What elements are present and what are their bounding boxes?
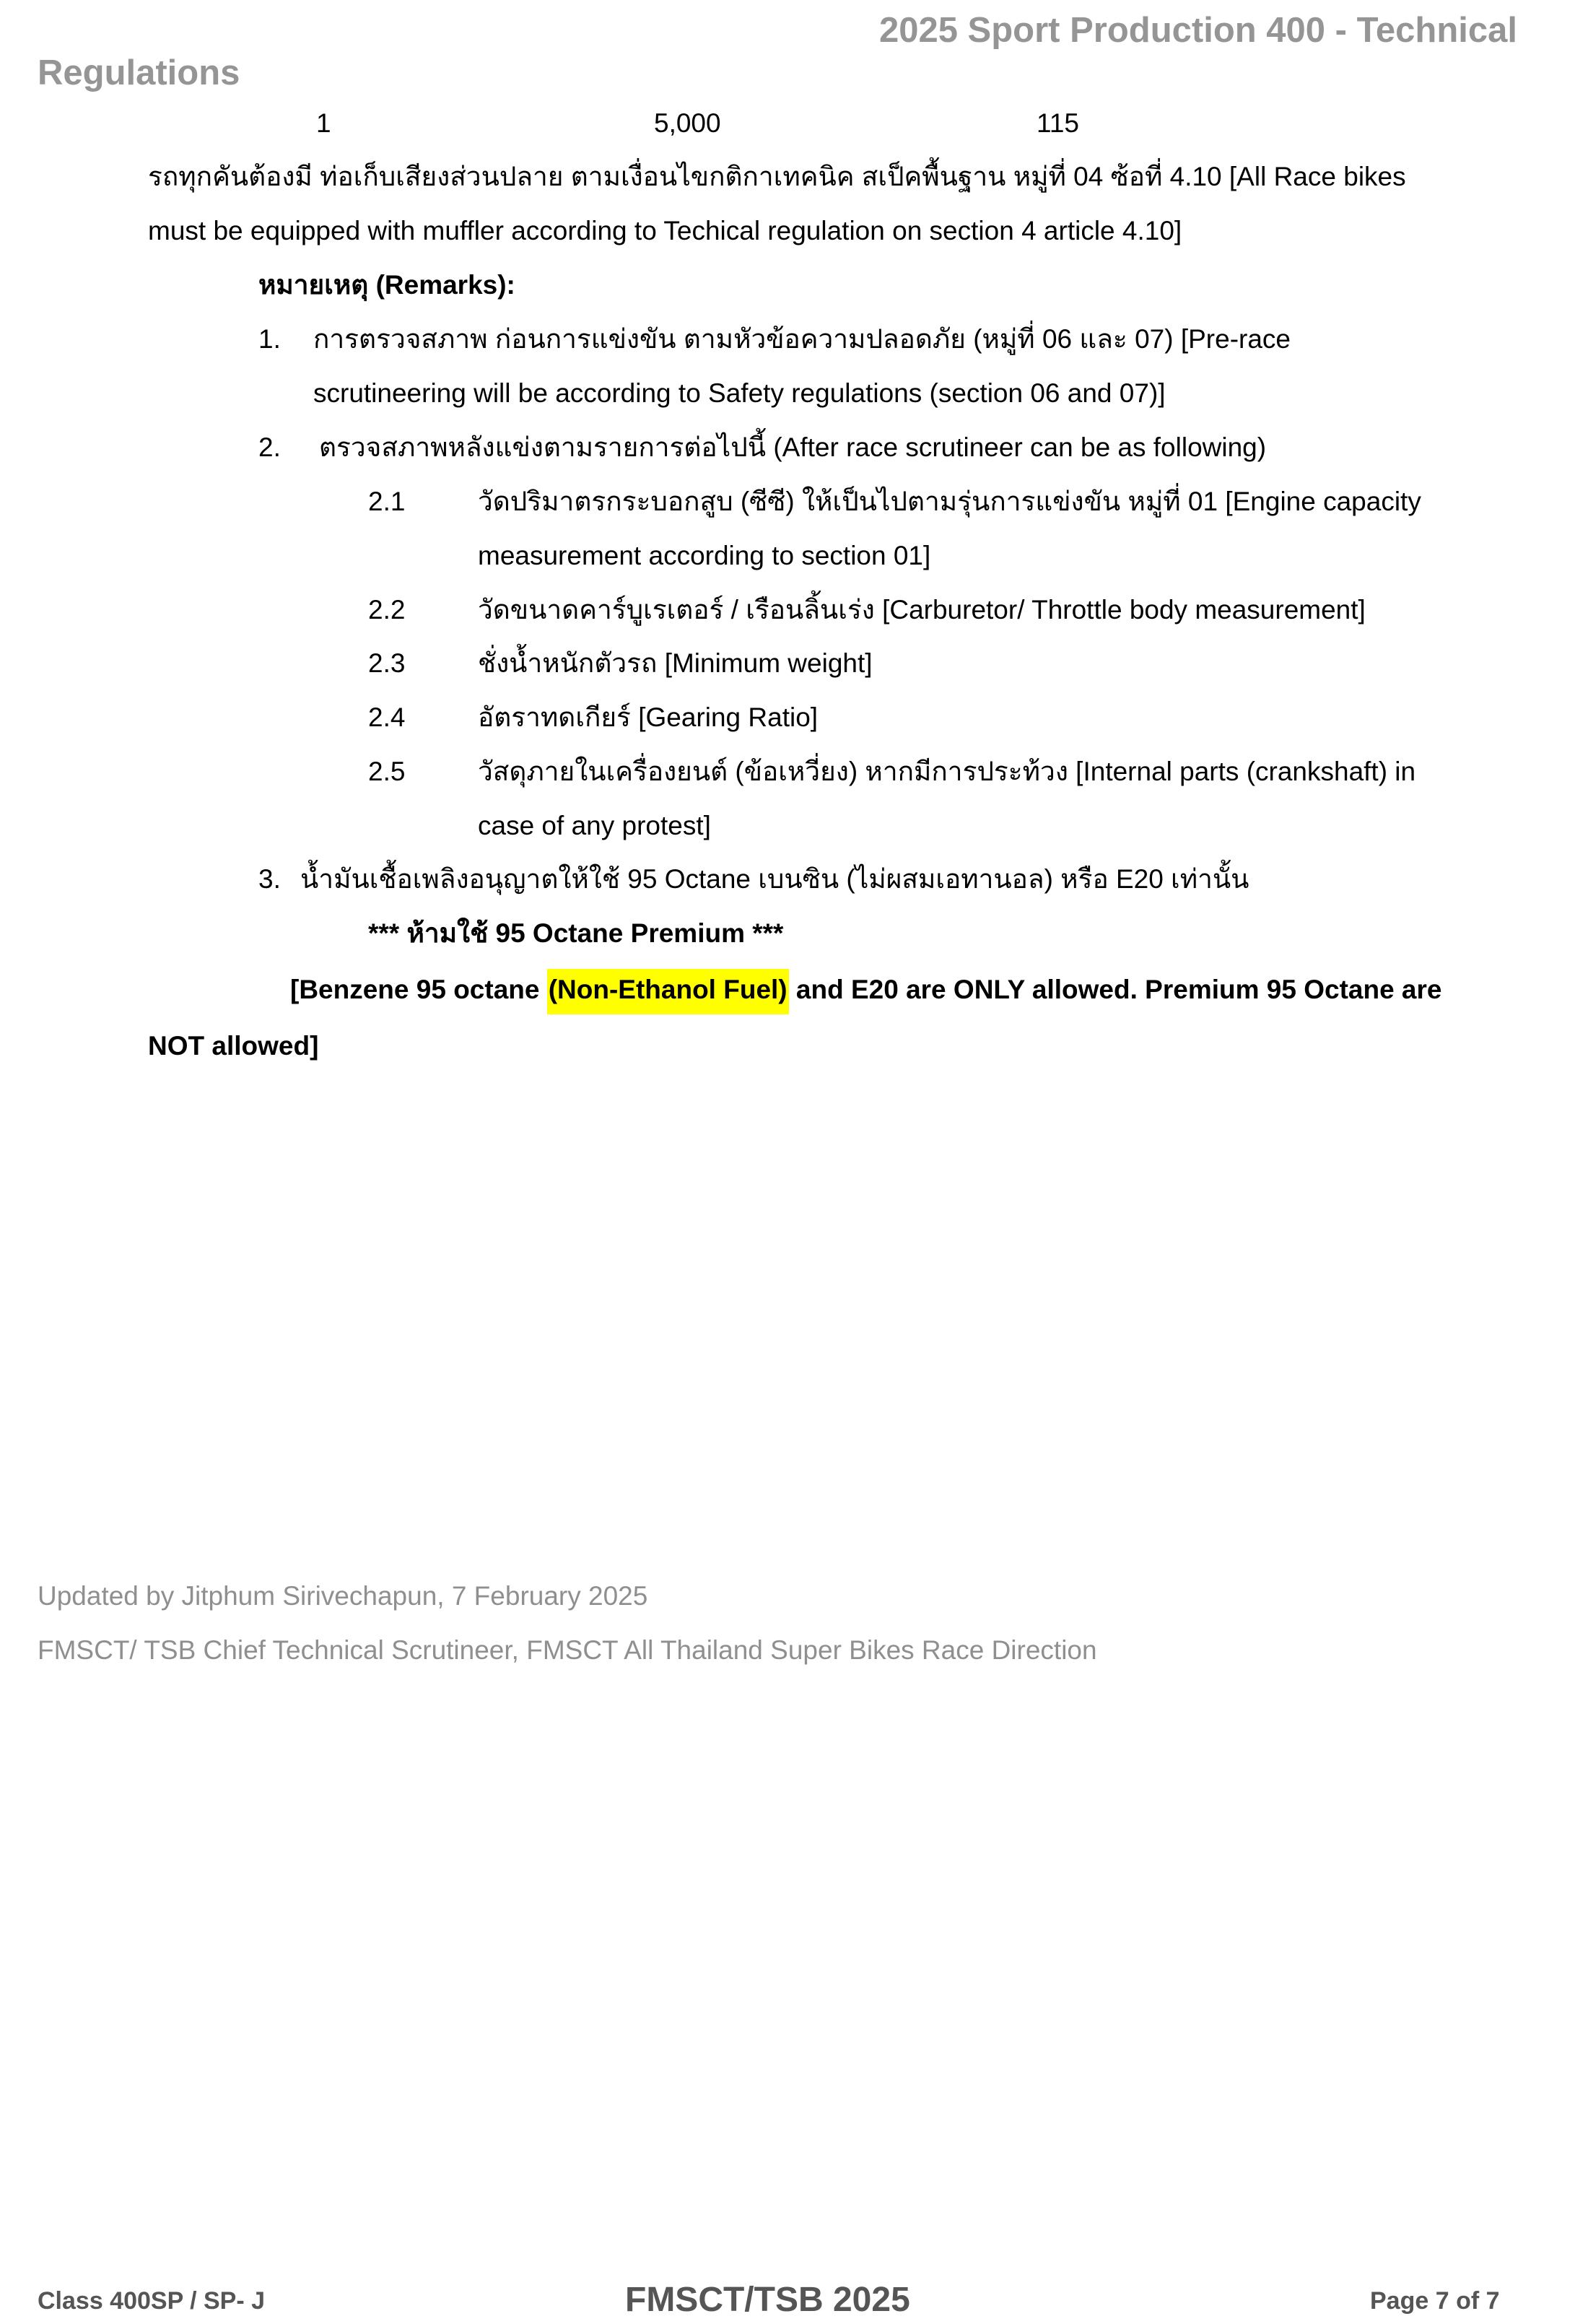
- non-ethanol-highlight: (Non-Ethanol Fuel): [547, 969, 789, 1014]
- subitem-2-5-line2: case of any protest]: [478, 811, 711, 840]
- fuel-rule-after: and E20 are ONLY allowed. Premium 95 Octane are: [788, 975, 1442, 1004]
- footer-class-label: Class 400SP / SP- J: [38, 2287, 266, 2315]
- subitem-2-3-number: 2.3: [368, 648, 406, 678]
- remark-1-line1: การตรวจสภาพ ก่อนการแข่งขัน ตามหัวข้อความปลอดภัย (หมู่ที่ 06 และ 07) [Pre-race: [313, 324, 1291, 354]
- fuel-rule-before: [Benzene 95 octane: [290, 975, 547, 1004]
- subitem-2-4-number: 2.4: [368, 702, 406, 732]
- table-cell-3: 115: [1037, 108, 1079, 138]
- table-cell-2: 5,000: [654, 108, 721, 138]
- subitem-2-4-line1: อัตราทดเกียร์ [Gearing Ratio]: [478, 702, 819, 732]
- updated-by-note: Updated by Jitphum Sirivechapun, 7 February 2025: [38, 1581, 648, 1611]
- remark-3-line1: น้ำมันเชื้อเพลิงอนุญาตให้ใช้ 95 Octane เบนซิน (ไม่ผสมเอทานอล) หรือ E20 เท่านั้น: [300, 864, 1249, 894]
- subitem-2-1-line2: measurement according to section 01]: [478, 541, 931, 570]
- footer-page-number: Page 7 of 7: [1370, 2287, 1500, 2315]
- subitem-2-2-number: 2.2: [368, 595, 406, 624]
- subitem-2-5-number: 2.5: [368, 757, 406, 786]
- remark-2-line1: ตรวจสภาพหลังแข่งตามรายการต่อไปนี้ (After race scrutineer can be as following): [319, 432, 1267, 462]
- fuel-warning: *** ห้ามใช้ 95 Octane Premium ***: [368, 918, 784, 948]
- subitem-2-3-line1: ชั่งน้ำหนักตัวรถ [Minimum weight]: [478, 648, 873, 678]
- header-title-line1: 2025 Sport Production 400 - Technical: [878, 11, 1517, 50]
- subitem-2-1-number: 2.1: [368, 487, 406, 516]
- fuel-rule-line2: NOT allowed]: [148, 1031, 319, 1061]
- footer-org-label: FMSCT/TSB 2025: [625, 2281, 910, 2319]
- subitem-2-5-line1: วัสดุภายในเครื่องยนต์ (ข้อเหวี่ยง) หากมีการประท้วง [Internal parts (crankshaft) in: [478, 757, 1416, 786]
- muffler-rule-line1: รถทุกคันต้องมี ท่อเก็บเสียงส่วนปลาย ตามเงื่อนไขกติกาเทคนิค สเป็คพื้นฐาน หมู่ที่ 04 ซ้อที่ 4.10 [All Race bikes: [148, 162, 1406, 191]
- remark-3-number: 3.: [258, 864, 281, 894]
- subitem-2-1-line1: วัดปริมาตรกระบอกสูบ (ซีซี) ให้เป็นไปตามรุ่นการแข่งขัน หมู่ที่ 01 [Engine capacity: [478, 487, 1421, 516]
- remark-2-number: 2.: [258, 432, 281, 462]
- author-role-note: FMSCT/ TSB Chief Technical Scrutineer, FMSCT All Thailand Super Bikes Race Direction: [38, 1635, 1097, 1665]
- fuel-rule-line1: [290, 976, 1441, 1003]
- remarks-heading: หมายเหตุ (Remarks):: [258, 270, 515, 300]
- subitem-2-2-line1: วัดขนาดคาร์บูเรเตอร์ / เรือนลิ้นเร่ง [Carburetor/ Throttle body measurement]: [478, 595, 1366, 624]
- muffler-rule-line2: must be equipped with muffler according to Techical regulation on section 4 article 4.10]: [148, 216, 1182, 245]
- table-cell-1: 1: [316, 108, 331, 138]
- remark-1-line2: scrutineering will be according to Safety regulations (section 06 and 07)]: [313, 378, 1166, 408]
- header-title-line2: Regulations: [38, 53, 240, 92]
- remark-1-number: 1.: [258, 324, 281, 354]
